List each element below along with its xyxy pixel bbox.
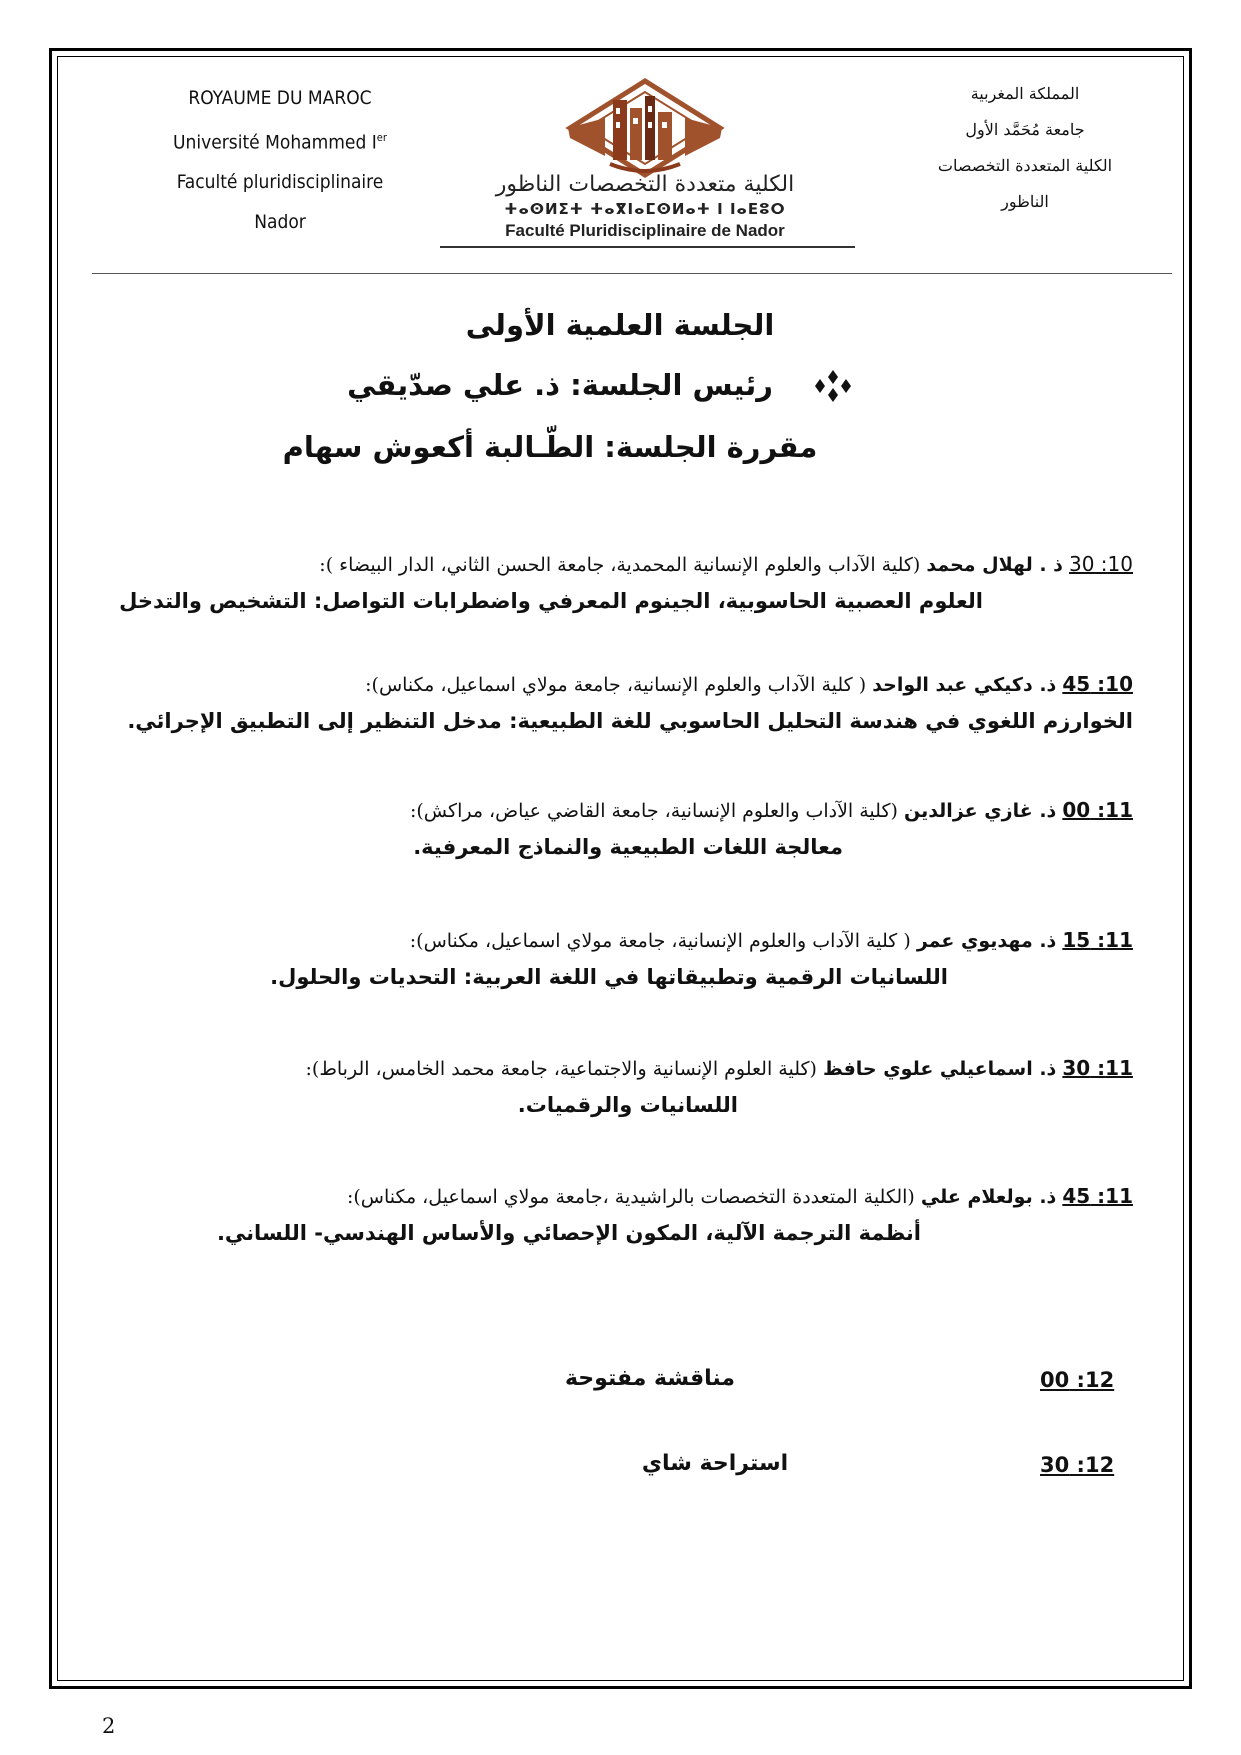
header-right-line-2: جامعة مُحَمَّد الأول [965, 120, 1085, 139]
session-rapporteur: مقررة الجلسة: الطّـالبة أكعوش سهام [282, 430, 818, 464]
header-right [905, 76, 1145, 220]
talk-1-time: 10: 30 [1068, 552, 1133, 576]
header-right-line-3: الكلية المتعددة التخصصات [937, 156, 1113, 175]
talk-5-affiliation: (كلية العلوم الإنسانية والاجتماعية، جامعة محمد الخامس، الرباط): [305, 1058, 817, 1080]
talk-2-header [127, 666, 1133, 703]
talk-6-topic: أنظمة الترجمة الآلية، المكون الإحصائي والأساس الهندسي- اللساني. [216, 1221, 921, 1245]
logo-tifinagh-text: ⵜⴰⵙⵍⵉⵜ ⵜⴰⴳⵏⴰⵎⵙⵍⴰⵜ ⵏ ⵏⴰⴹⵓⵔ [504, 200, 786, 218]
talk-4-affiliation: ( كلية الآداب والعلوم الإنسانية، جامعة مولاي اسماعيل، مكناس): [409, 930, 911, 952]
talk-1-affiliation: (كلية الآداب والعلوم الإنسانية المحمدية، جامعة الحسن الثاني، الدار البيضاء ): [319, 554, 921, 576]
header-left-line-3: Faculté pluridisciplinaire [176, 171, 384, 194]
talk-3-affiliation: (كلية الآداب والعلوم الإنسانية، جامعة القاضي عياض، مراكش): [409, 800, 898, 822]
talk-3-speaker: ذ. غازي عزالدين [903, 800, 1057, 822]
talk-2 [127, 666, 1133, 739]
talk-4-topic: اللسانيات الرقمية وتطبيقاتها في اللغة العربية: التحديات والحلول. [270, 965, 948, 989]
talk-6 [217, 1178, 1133, 1251]
schedule-1-label: مناقشة مفتوحة [564, 1366, 736, 1391]
talk-6-header [217, 1178, 1133, 1215]
talk-5-time: 11: 30 [1062, 1056, 1133, 1080]
talk-2-affiliation: ( كلية الآداب والعلوم الإنسانية، جامعة مولاي اسماعيل، مكناس): [365, 674, 867, 696]
header-divider [92, 273, 1172, 274]
talk-1-header [119, 546, 1133, 583]
talk-2-time: 10: 45 [1062, 672, 1133, 696]
talk-3-topic: معالجة اللغات الطبيعية والنماذج المعرفية. [413, 835, 843, 859]
talk-4 [270, 922, 1133, 995]
header-left-line-4: Nador [254, 211, 306, 234]
header-right-line-1: المملكة المغربية [970, 84, 1080, 103]
header-left-line-2: Université Mohammed Ier [173, 131, 387, 154]
talk-6-speaker: ذ. بولعلام علي [920, 1186, 1057, 1208]
talk-5 [306, 1050, 1134, 1123]
logo-french-text: Faculté Pluridisciplinaire de Nador [505, 221, 785, 240]
talk-2-speaker: ذ. دكيكي عبد الواحد [872, 674, 1057, 696]
talk-6-time: 11: 45 [1062, 1184, 1133, 1208]
schedule-2-label: استراحة شاي [641, 1451, 789, 1476]
session-chair: رئيس الجلسة: ذ. علي صدّيقي [347, 368, 773, 402]
talk-3-header [410, 792, 1133, 829]
talk-3 [410, 792, 1133, 865]
logo-underline [440, 246, 855, 248]
talk-1 [119, 546, 1133, 619]
page-number: 2 [102, 1714, 116, 1738]
talk-5-header [306, 1050, 1134, 1087]
talk-1-topic: العلوم العصبية الحاسوبية، الجينوم المعرفي واضطرابات التواصل: التشخيص والتدخل [119, 589, 983, 613]
schedule-1-time: 12: 00 [1040, 1368, 1115, 1392]
talk-4-speaker: ذ. مهديوي عمر [916, 930, 1057, 952]
header-left [140, 78, 420, 242]
talk-5-speaker: ذ. اسماعيلي علوي حافظ [823, 1058, 1057, 1080]
header-left-line-1: ROYAUME DU MAROC [188, 87, 372, 109]
talk-5-topic: اللسانيات والرقميات. [517, 1093, 738, 1117]
schedule-2-time: 12: 30 [1040, 1453, 1115, 1477]
talk-4-header [270, 922, 1133, 959]
talk-4-time: 11: 15 [1062, 928, 1133, 952]
header-left-sup: er [376, 131, 387, 144]
page-border-inner [57, 56, 1184, 1681]
header-right-line-4: الناظور [1001, 192, 1049, 211]
session-title: الجلسة العلمية الأولى [465, 308, 775, 342]
talk-1-speaker: ذ . لهلال محمد [926, 554, 1063, 576]
talk-6-affiliation: (الكلية المتعددة التخصصات بالراشيدية ،جامعة مولاي اسماعيل، مكناس): [346, 1186, 915, 1208]
talk-3-time: 11: 00 [1062, 798, 1133, 822]
talk-2-topic: الخوارزم اللغوي في هندسة التحليل الحاسوبي للغة الطبيعية: مدخل التنظير إلى التطبيق الإجرائي. [127, 709, 1133, 733]
logo-arabic-text: الكلية متعددة التخصصات الناظور [495, 172, 795, 197]
